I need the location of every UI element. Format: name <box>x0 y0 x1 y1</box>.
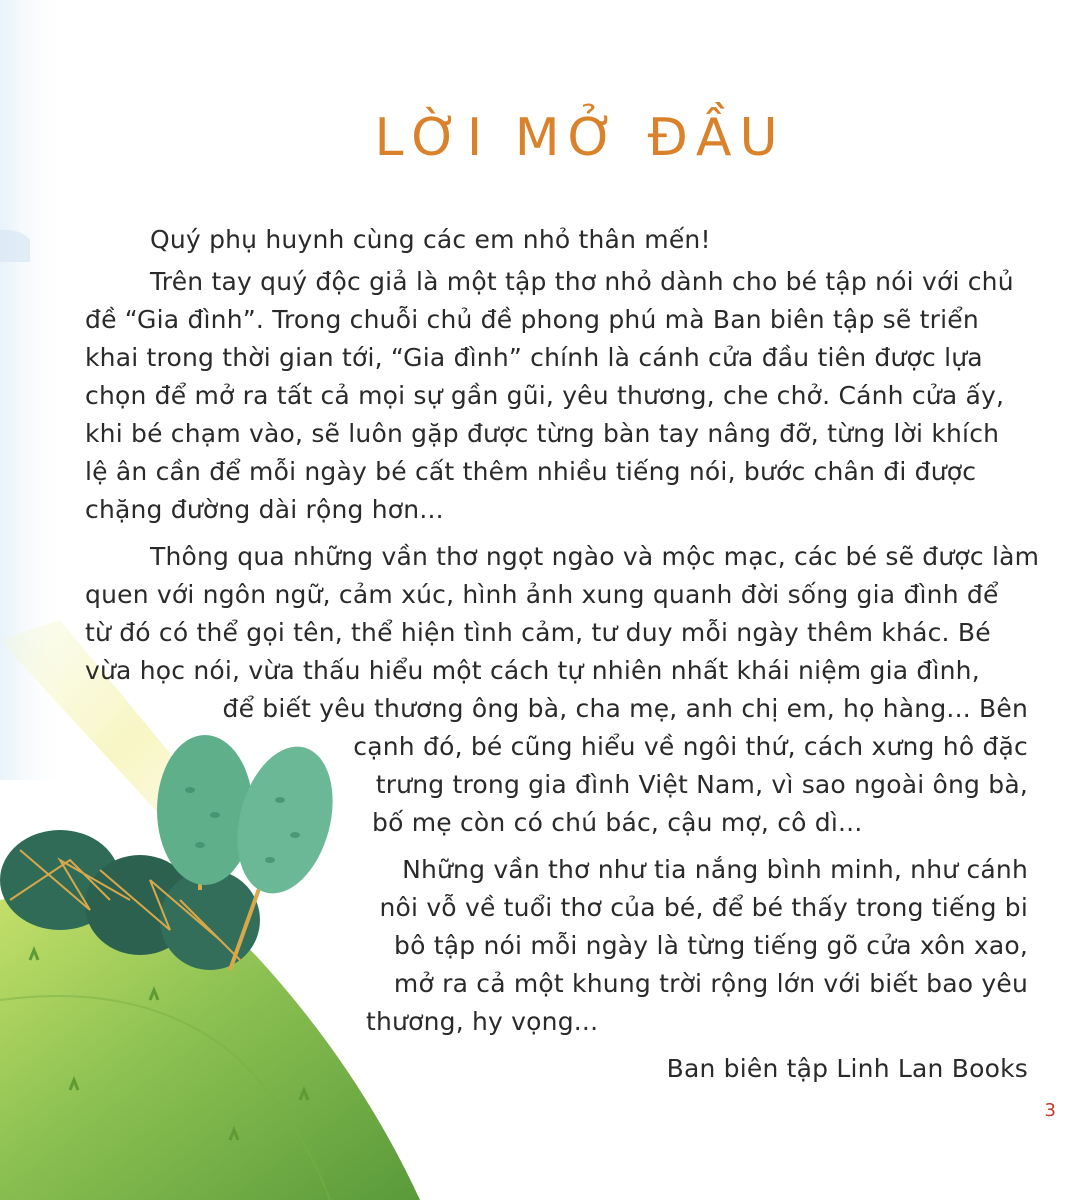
text-line: Thông qua những vần thơ ngọt ngào và mộc mạc, các bé sẽ được làm <box>150 542 1040 571</box>
signature-line: Ban biên tập Linh Lan Books <box>666 1054 1028 1083</box>
text-line: nôi vỗ về tuổi thơ của bé, để bé thấy trong tiếng bi <box>379 893 1028 922</box>
text-line: đề “Gia đình”. Trong chuỗi chủ đề phong phú mà Ban biên tập sẽ triển <box>85 305 979 334</box>
text-line: khi bé chạm vào, sẽ luôn gặp được từng bàn tay nâng đỡ, từng lời khích <box>85 419 1000 448</box>
page-title: LỜI MỞ ĐẦU <box>374 108 786 168</box>
text-line: Những vần thơ như tia nắng bình minh, như cánh <box>402 855 1028 884</box>
text-line: để biết yêu thương ông bà, cha mẹ, anh chị em, họ hàng... Bên <box>222 694 1028 723</box>
text-line: khai trong thời gian tới, “Gia đình” chính là cánh cửa đầu tiên được lựa <box>85 343 983 372</box>
text-line: bô tập nói mỗi ngày là từng tiếng gõ cửa xôn xao, <box>394 931 1028 960</box>
text-line: chặng đường dài rộng hơn... <box>85 495 444 524</box>
text-line: mở ra cả một khung trời rộng lớn với biết bao yêu <box>393 969 1028 998</box>
text-line: lệ ân cần để mỗi ngày bé cất thêm nhiều tiếng nói, bước chân đi được <box>85 457 977 486</box>
text-line: chọn để mở ra tất cả mọi sự gần gũi, yêu thương, che chở. Cánh cửa ấy, <box>85 381 1005 410</box>
text-line: thương, hy vọng... <box>366 1007 599 1036</box>
text-line: quen với ngôn ngữ, cảm xúc, hình ảnh xung quanh đời sống gia đình để <box>85 580 999 609</box>
text-line: từ đó có thể gọi tên, thể hiện tình cảm, tư duy mỗi ngày thêm khác. Bé <box>85 618 991 647</box>
text-line: cạnh đó, bé cũng hiểu về ngôi thứ, cách xưng hô đặc <box>353 732 1028 761</box>
text-line: Quý phụ huynh cùng các em nhỏ thân mến! <box>150 225 711 254</box>
text-line: bố mẹ còn có chú bác, cậu mợ, cô dì... <box>372 808 863 837</box>
text-line: Trên tay quý độc giả là một tập thơ nhỏ dành cho bé tập nói với chủ <box>150 267 1014 296</box>
text-line: vừa học nói, vừa thấu hiểu một cách tự nhiên nhất khái niệm gia đình, <box>85 656 980 685</box>
page-number: 3 <box>1044 1100 1056 1121</box>
text-line: trưng trong gia đình Việt Nam, vì sao ngoài ông bà, <box>375 770 1028 799</box>
